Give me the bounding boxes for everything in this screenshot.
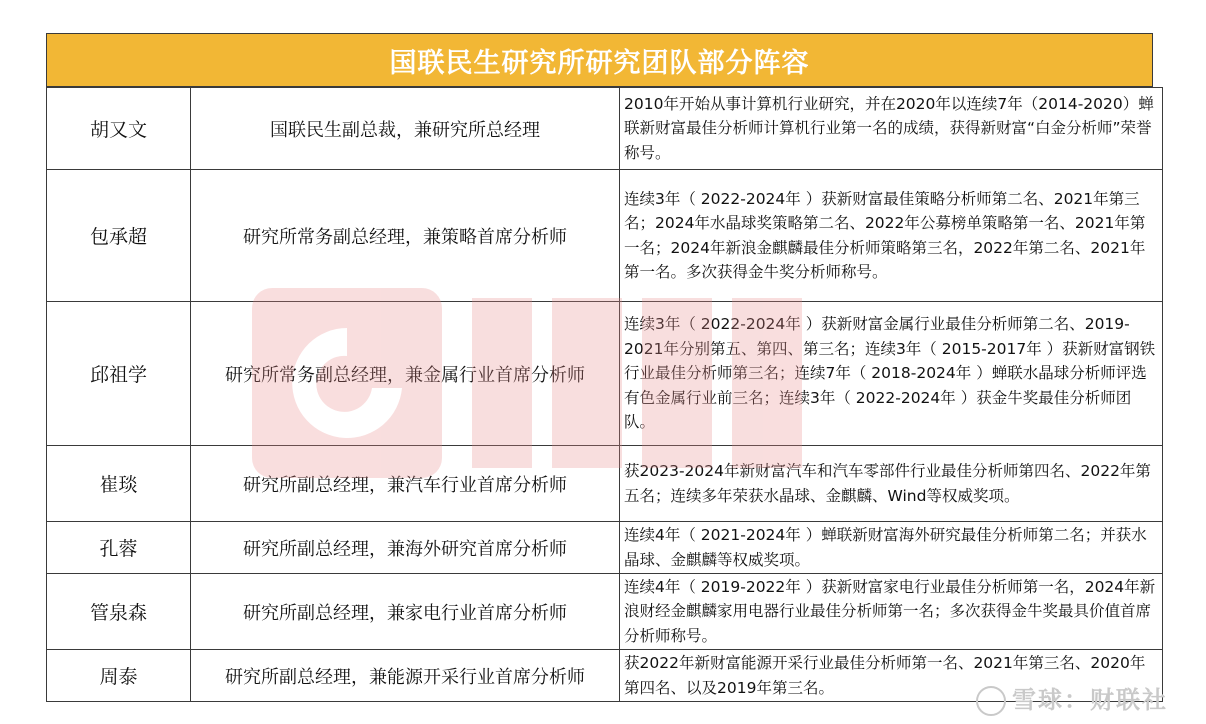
member-position: 研究所常务副总经理，兼策略首席分析师 xyxy=(191,170,620,302)
member-position: 研究所常务副总经理，兼金属行业首席分析师 xyxy=(191,302,620,446)
table-row xyxy=(47,88,1163,170)
member-position: 研究所副总经理，兼汽车行业首席分析师 xyxy=(191,446,620,522)
member-position: 国联民生副总裁，兼研究所总经理 xyxy=(191,88,620,170)
member-name: 崔琰 xyxy=(47,446,191,522)
member-name: 胡又文 xyxy=(47,88,191,170)
member-achievements: 连续3年（ 2022-2024年 ）获新财富金属行业最佳分析师第二名、2019-2021年分别第五、第四、第三名；连续3年（ 2015-2017年 ）获新财富钢铁行业最佳分析师第三名；连续7年（ 2018-2024年 ）蝉联水晶球分析师评选有色金属行业前三名；连续3年（ 2022-2024年 ）获金牛奖最佳分析师团队。 xyxy=(620,302,1163,446)
member-name: 周泰 xyxy=(47,650,191,702)
member-name: 孔蓉 xyxy=(47,522,191,574)
xueqiu-footer xyxy=(976,680,1168,716)
member-achievements: 获2022年新财富能源开采行业最佳分析师第一名、2021年第三名、2020年第四名、以及2019年第三名。 xyxy=(620,650,1163,702)
member-position: 研究所副总经理，兼能源开采行业首席分析师 xyxy=(191,650,620,702)
roster-table xyxy=(46,33,1156,702)
table-title: 国联民生研究所研究团队部分阵容 xyxy=(46,33,1153,87)
member-name: 包承超 xyxy=(47,170,191,302)
member-achievements: 2010年开始从事计算机行业研究，并在2020年以连续7年（2014-2020）蝉联新财富最佳分析师计算机行业第一名的成绩，获得新财富“白金分析师”荣誉称号。 xyxy=(620,88,1163,170)
member-position: 研究所副总经理，兼海外研究首席分析师 xyxy=(191,522,620,574)
footer-text: 雪球：财联社 xyxy=(1012,686,1168,714)
member-achievements: 连续4年（ 2021-2024年 ）蝉联新财富海外研究最佳分析师第二名；并获水晶球、金麒麟等权威奖项。 xyxy=(620,522,1163,574)
member-achievements: 连续4年（ 2019-2022年 ）获新财富家电行业最佳分析师第一名，2024年新浪财经金麒麟家用电器行业最佳分析师第一名；多次获得金牛奖最具价值首席分析师称号。 xyxy=(620,574,1163,650)
member-name: 邱祖学 xyxy=(47,302,191,446)
table-row xyxy=(47,170,1163,302)
member-name: 管泉森 xyxy=(47,574,191,650)
member-achievements: 获2023-2024年新财富汽车和汽车零部件行业最佳分析师第四名、2022年第五名；连续多年荣获水晶球、金麒麟、Wind等权威奖项。 xyxy=(620,446,1163,522)
table-row xyxy=(47,302,1163,446)
roster-grid xyxy=(46,87,1163,702)
table-row xyxy=(47,574,1163,650)
table-row xyxy=(47,446,1163,522)
xueqiu-icon xyxy=(976,686,1006,716)
member-position: 研究所副总经理，兼家电行业首席分析师 xyxy=(191,574,620,650)
member-achievements: 连续3年（ 2022-2024年 ）获新财富最佳策略分析师第二名、2021年第三名；2024年水晶球奖策略第二名、2022年公募榜单策略第一名、2021年第一名；2024年新浪金麒麟最佳分析师策略第三名，2022年第二名、2021年第一名。多次获得金牛奖分析师称号。 xyxy=(620,170,1163,302)
table-row xyxy=(47,522,1163,574)
